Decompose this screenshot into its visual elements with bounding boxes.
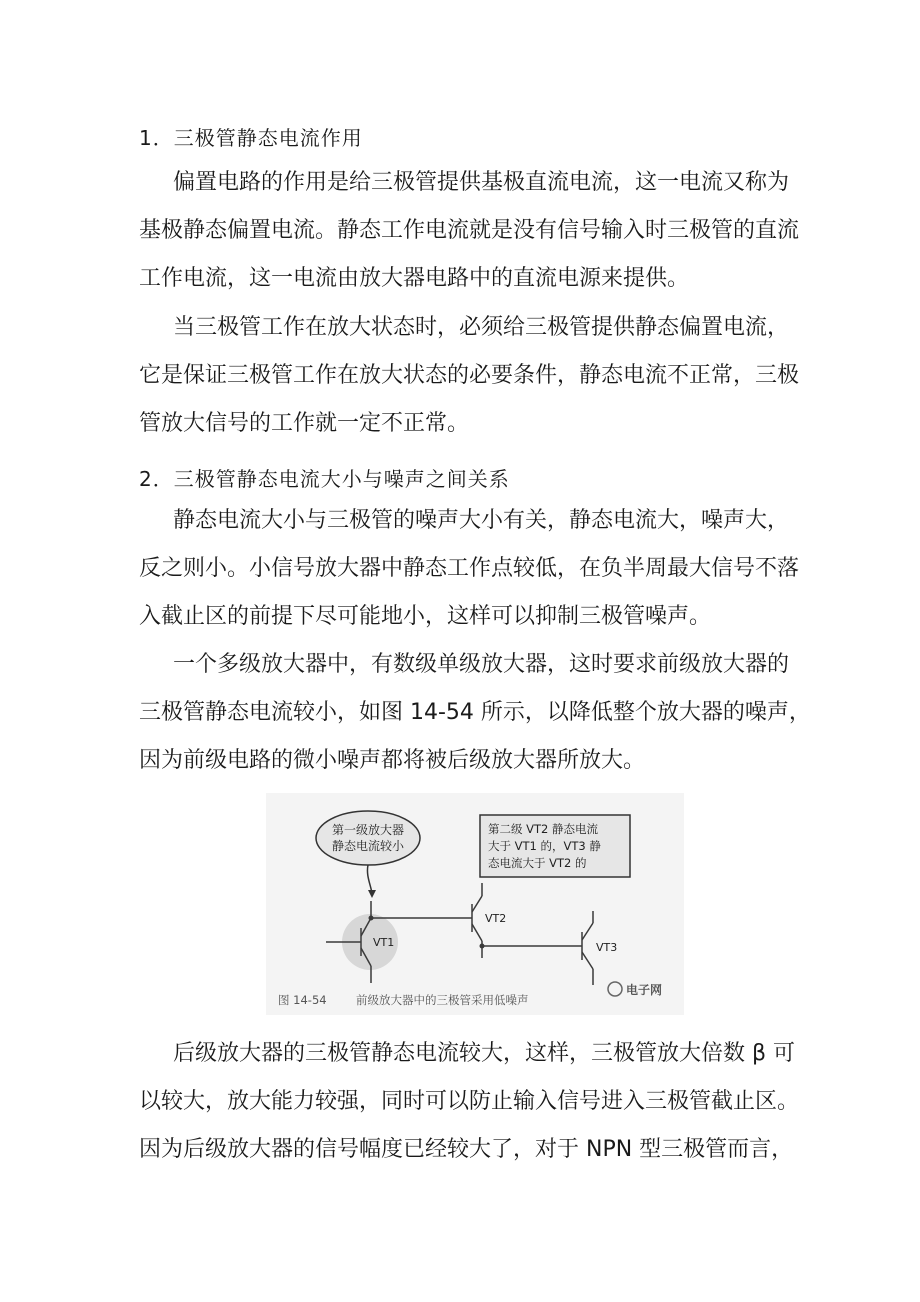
text-line: 三极管静态电流较小，如图 14-54 所示，以降低整个放大器的噪声， [139,700,811,725]
section-2-heading: 2．三极管静态电流大小与噪声之间关系 [139,467,510,491]
section-1-paragraph-2 [139,304,800,448]
vt3-label: VT3 [596,941,618,954]
figure-caption-text: 前级放大器中的三极管采用低噪声 [356,993,529,1007]
text-line: 管放大信号的工作就一定不正常。 [139,411,470,436]
junction-dot [369,916,374,921]
circuit-figure [266,793,684,1015]
callout-left-line-2: 静态电流较小 [331,839,405,853]
watermark-text: 电子网 [626,983,663,997]
section-2-paragraph-2 [139,641,811,785]
text-line: 它是保证三极管工作在放大状态的必要条件，静态电流不正常，三极 [139,363,800,388]
callout-right-line-2: 大于 VT1 的，VT3 静 [488,839,601,853]
callout-right-line-1: 第二级 VT2 静态电流 [488,822,599,836]
text-line: 因为前级电路的微小噪声都将被后级放大器所放大。 [139,748,646,773]
after-figure-paragraph [139,1030,800,1174]
callout-right-line-3: 态电流大于 VT2 的 [488,856,587,870]
vt2-label: VT2 [485,912,507,925]
junction-dot [480,944,485,949]
text-line: 静态电流大小与三极管的噪声大小有关，静态电流大，噪声大， [173,508,790,533]
callout-left-line-1: 第一级放大器 [331,823,405,837]
callout-left-bubble [316,811,420,865]
text-line: 入截止区的前提下尽可能地小，这样可以抑制三极管噪声。 [139,604,712,629]
text-line: 反之则小。小信号放大器中静态工作点较低，在负半周最大信号不落 [139,556,800,581]
text-line: 一个多级放大器中，有数级单级放大器，这时要求前级放大器的 [173,652,790,677]
circuit-diagram [266,793,684,1015]
text-line: 因为后级放大器的信号幅度已经较大了，对于 NPN 型三极管而言， [139,1137,794,1162]
text-line: 偏置电路的作用是给三极管提供基极直流电流，这一电流又称为 [173,170,790,195]
figure-caption-number: 图 14-54 [278,993,327,1007]
text-line: 后级放大器的三极管静态电流较大，这样，三极管放大倍数 β 可 [173,1041,796,1066]
section-2-paragraph-1 [139,497,800,641]
text-line: 工作电流，这一电流由放大器电路中的直流电源来提供。 [139,266,690,291]
text-line: 当三极管工作在放大状态时，必须给三极管提供静态偏置电流， [173,315,790,340]
section-1-heading: 1．三极管静态电流作用 [139,126,363,150]
text-line: 以较大，放大能力较强，同时可以防止输入信号进入三极管截止区。 [139,1089,800,1114]
text-line: 基极静态偏置电流。静态工作电流就是没有信号输入时三极管的直流 [139,218,800,243]
vt1-label: VT1 [373,936,395,949]
section-1-paragraph-1 [139,159,800,303]
